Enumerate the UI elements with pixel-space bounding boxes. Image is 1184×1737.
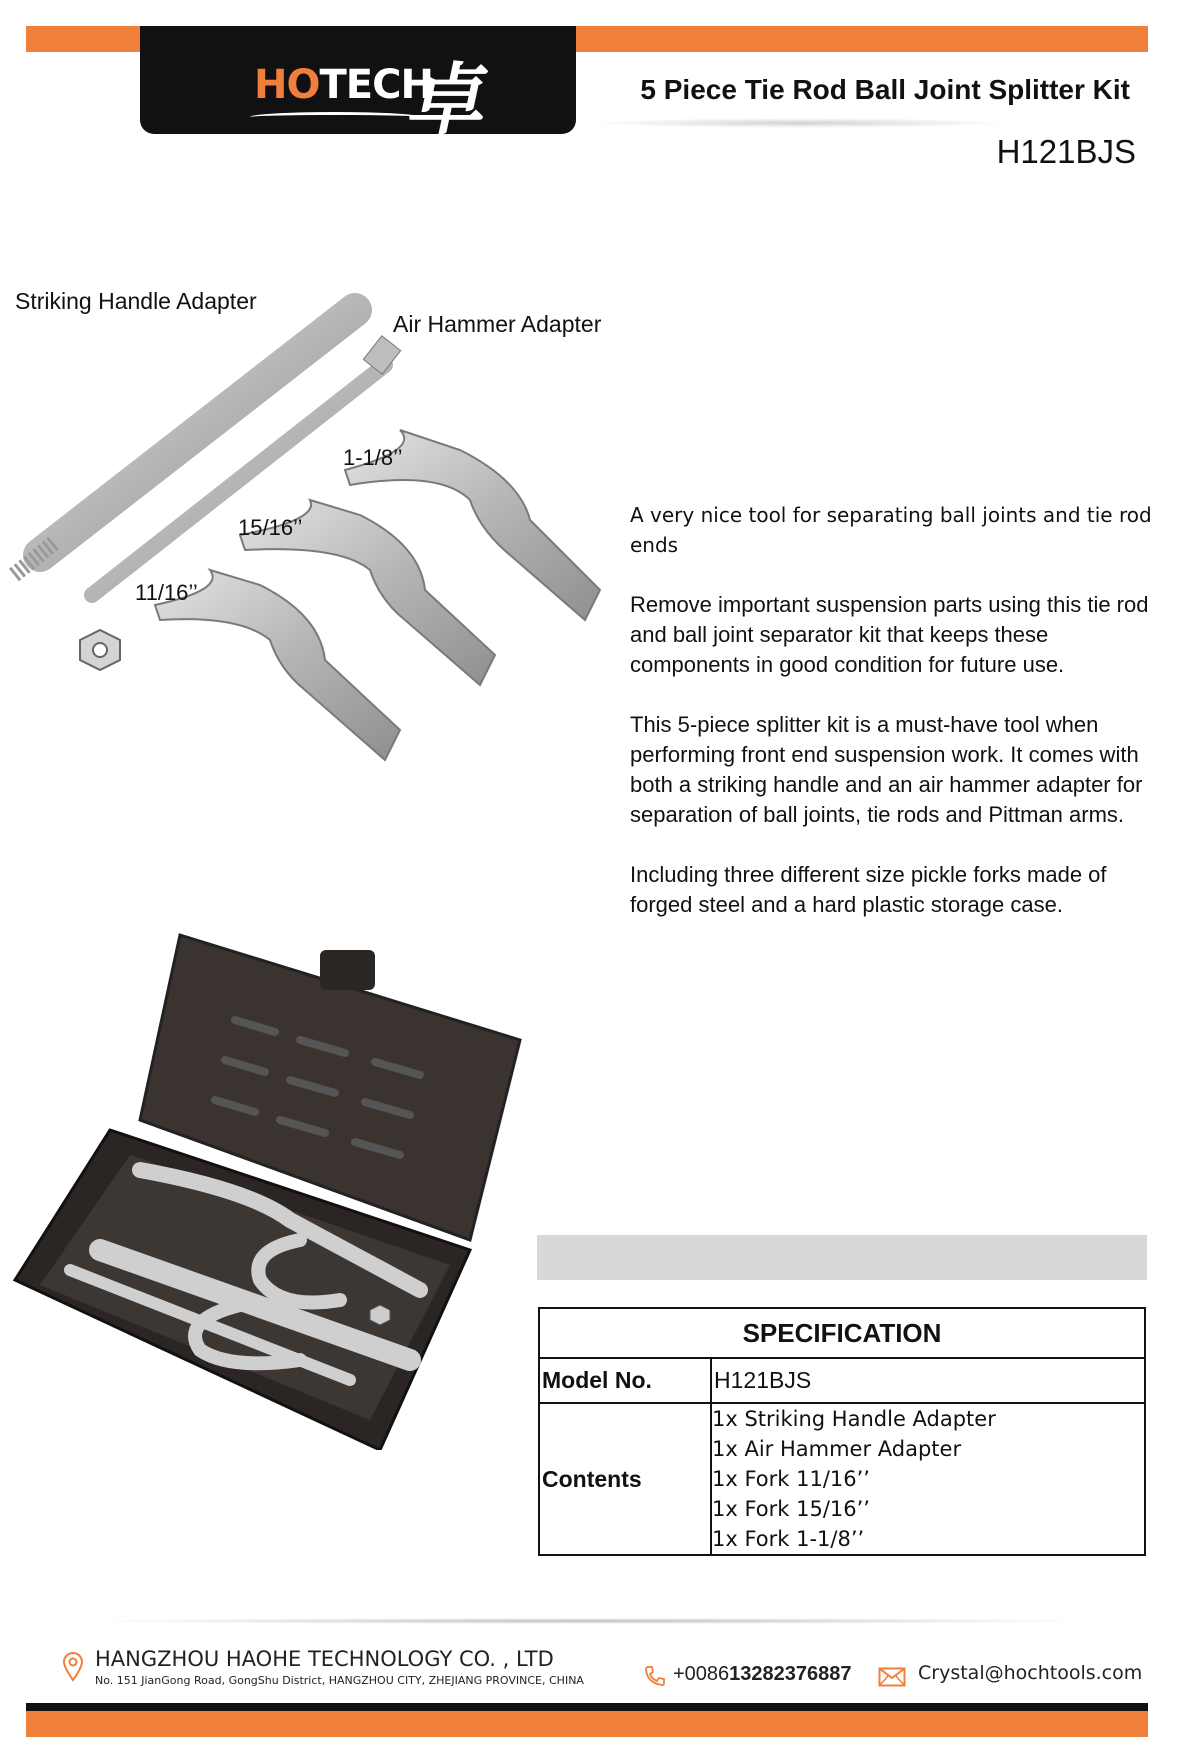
description-paragraph-1: A very nice tool for separating ball joints and tie rod ends [630,503,1152,557]
contents-item: 1x Fork 15/16’’ [712,1497,870,1521]
spec-contents-label: Contents [539,1403,711,1555]
label-striking-handle: Striking Handle Adapter [15,288,257,314]
spec-heading: SPECIFICATION [539,1308,1145,1358]
model-number-heading: H121BJS [996,133,1136,170]
title-underline-shadow [590,118,1010,128]
label-fork-large: 1-1/8’’ [343,445,403,470]
case-latch-shape [320,950,375,990]
contents-item: 1x Fork 11/16’’ [712,1467,870,1491]
spec-model-value: H121BJS [711,1358,1145,1403]
spec-contents-list [711,1403,1145,1555]
contents-item: 1x Striking Handle Adapter [712,1407,996,1431]
storage-case-image [0,920,540,1450]
product-tools-image [0,290,630,820]
footer-accent-bar [26,1711,1148,1737]
specification-table [538,1307,1146,1556]
logo-swoosh [250,112,420,122]
contents-item: 1x Air Hammer Adapter [712,1437,962,1461]
header-accent-bar-right [574,26,1148,52]
company-address: No. 151 JianGong Road, GongShu District, HANGZHOU CITY, ZHEJIANG PROVINCE, CHINA [95,1674,584,1687]
footer-divider [80,1618,1100,1624]
company-name: HANGZHOU HAOHE TECHNOLOGY CO. , LTD [95,1647,554,1671]
spec-model-label: Model No. [539,1358,711,1403]
header-accent-bar-left [26,26,141,52]
mail-icon [878,1667,906,1687]
label-air-hammer: Air Hammer Adapter [393,311,602,337]
description-paragraph-2: Remove important suspension parts using this tie rod and ball joint separator kit that keeps these components in good condition for future use. [630,592,1149,677]
phone-prefix: +0086 [673,1663,730,1685]
description-paragraph-3: This 5-piece splitter kit is a must-have tool when performing front end suspension work. It comes with both a striking handle and an air hammer adapter for separation of ball joints, tie rods and Pittman arms. [630,712,1143,827]
brand-logo-ho: HO [254,62,320,108]
product-description [630,500,1170,950]
phone-digits: 13282376887 [729,1663,852,1685]
description-paragraph-4: Including three different size pickle forks made of forged steel and a hard plastic storage case. [630,862,1107,917]
brand-logo-tech: TECH [319,62,433,108]
contents-item: 1x Fork 1-1/8’’ [712,1527,865,1551]
brand-logo [254,62,433,108]
brand-logo-glyph: 卓 [400,55,499,146]
location-pin-icon [62,1652,84,1682]
footer-black-bar [26,1703,1148,1711]
page-title: 5 Piece Tie Rod Ball Joint Splitter Kit [640,74,1130,105]
spec-gray-banner [537,1235,1147,1280]
phone-number[interactable] [673,1663,852,1686]
label-fork-small: 11/16’’ [135,580,198,605]
email-address[interactable]: Crystal@hochtools.com [918,1662,1143,1684]
spec-row-model [539,1358,1145,1403]
phone-icon [643,1664,667,1688]
spec-row-contents [539,1403,1145,1555]
label-fork-medium: 15/16’’ [238,515,303,540]
